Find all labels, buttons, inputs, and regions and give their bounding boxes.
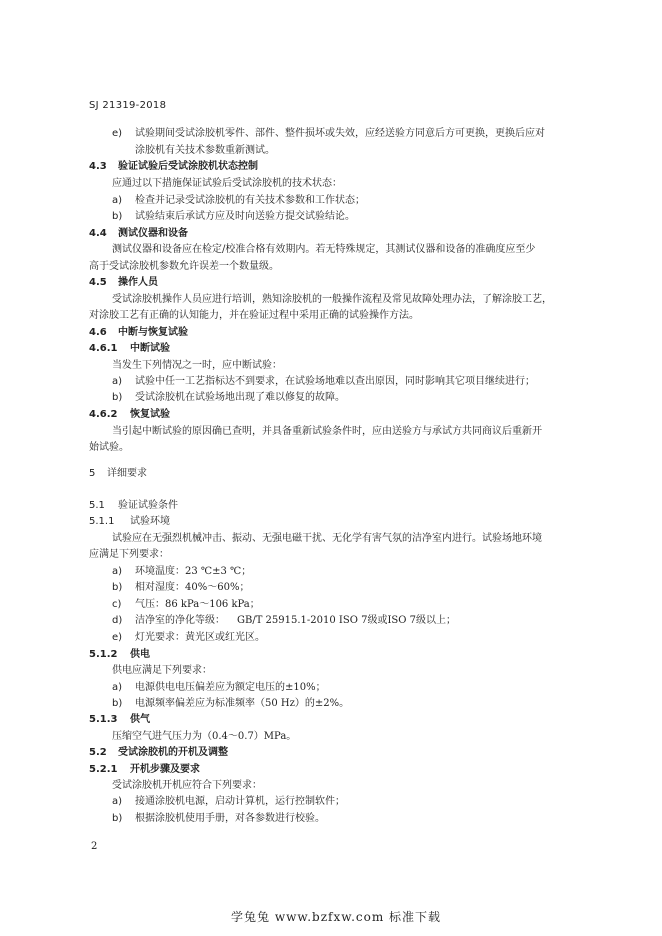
list-marker: b) <box>112 392 123 403</box>
list-item-text: 环境温度：23 ℃±3 ℃； <box>135 566 252 577</box>
list-marker: a) <box>112 566 123 577</box>
paragraph-line: 压缩空气进气压力为（0.4～0.7）MPa。 <box>112 731 297 742</box>
paragraph-line: 当引起中断试验的原因确已查明，并具备重新试验条件时，应由送验方与承试方共同商议后重新开 <box>112 426 542 437</box>
paragraph-line: 始试验。 <box>89 442 129 453</box>
chapter-title: 详细要求 <box>107 468 147 479</box>
paragraph-line: 对涂胶工艺有正确的认知能力，并在验证过程中采用正确的试验操作方法。 <box>89 310 419 321</box>
section-number: 5.2 <box>89 747 107 758</box>
section-title: 操作人员 <box>118 277 158 288</box>
subsection-title: 试验环境 <box>130 516 170 527</box>
list-item-text: 试验中任一工艺指标达不到要求，在试验场地难以查出原因，同时影响其它项目继续进行； <box>135 376 535 387</box>
subsection-title: 供电 <box>130 649 150 660</box>
list-item-text: 检查并记录受试涂胶机的有关技术参数和工作状态； <box>135 195 365 206</box>
list-item-text: 根据涂胶机使用手册，对各参数进行校验。 <box>135 813 325 824</box>
subsection-number: 5.1.3 <box>89 714 118 725</box>
paragraph-line: 受试涂胶机开机应符合下列要求： <box>112 780 262 791</box>
watermark-footer: 学兔兔 www.bzfxw.com 标准下载 <box>231 910 442 924</box>
list-marker: a) <box>112 195 123 206</box>
list-item-text: 灯光要求：黄光区或红光区。 <box>135 632 265 643</box>
list-item-text: 接通涂胶机电源，启动计算机，运行控制软件； <box>135 796 345 807</box>
list-marker: b) <box>112 698 123 709</box>
paragraph-line: 供电应满足下列要求： <box>112 665 212 676</box>
list-item-text: 洁净室的净化等级： <box>135 615 225 626</box>
list-marker: a) <box>112 796 123 807</box>
list-marker: b) <box>112 211 123 222</box>
subsection-number: 5.1.1 <box>89 516 115 527</box>
standard-number: SJ 21319-2018 <box>89 100 167 111</box>
section-title: 验证试验条件 <box>118 500 178 511</box>
paragraph-line: 涂胶机有关技术参数重新测试。 <box>135 145 275 156</box>
section-title: 测试仪器和设备 <box>118 228 188 239</box>
list-marker: a) <box>112 682 123 693</box>
list-item-text: 试验结束后承试方应及时向送验方提交试验结论。 <box>135 211 355 222</box>
section-number: 4.6 <box>89 327 107 338</box>
list-marker: d) <box>112 615 123 626</box>
list-item-text: 受试涂胶机在试验场地出现了难以修复的故障。 <box>135 392 345 403</box>
section-number: 4.5 <box>89 277 107 288</box>
subsection-title: 恢复试验 <box>130 409 170 420</box>
paragraph-line: 试验应在无强烈机械冲击、振动、无强电磁干扰、无化学有害气氛的洁净室内进行。试验场地环境 <box>112 533 542 544</box>
list-marker: e) <box>112 128 123 139</box>
section-title: 中断与恢复试验 <box>118 327 188 338</box>
list-item-text: 电源频率偏差应为标准频率（50 Hz）的±2%。 <box>135 698 350 709</box>
list-marker: b) <box>112 582 123 593</box>
list-item-text: 相对湿度：40%～60%； <box>135 582 250 593</box>
subsection-title: 供气 <box>130 714 150 725</box>
paragraph-line: 当发生下列情况之一时，应中断试验： <box>112 360 282 371</box>
paragraph-line: 受试涂胶机操作人员应进行培训，熟知涂胶机的一般操作流程及常见故障处理办法，了解涂胶工艺， <box>112 294 552 305</box>
list-marker: e) <box>112 632 123 643</box>
section-number: 5.1 <box>89 500 105 511</box>
paragraph-line: 测试仪器和设备应在检定/校准合格有效期内。若无特殊规定，其测试仪器和设备的准确度应至少 <box>112 244 536 255</box>
paragraph-line: 高于受试涂胶机参数允许误差一个数量级。 <box>89 261 279 272</box>
section-title: 受试涂胶机的开机及调整 <box>118 747 228 758</box>
section-number: 4.3 <box>89 161 107 172</box>
paragraph-line: 应通过以下措施保证试验后受试涂胶机的技术状态： <box>112 178 342 189</box>
paragraph-line: 应满足下列要求： <box>89 549 169 560</box>
list-item-text: 电源供电电压偏差应为额定电压的±10%； <box>135 682 326 693</box>
chapter-number: 5 <box>89 468 96 479</box>
page-number: 2 <box>91 841 98 852</box>
section-number: 4.4 <box>89 228 107 239</box>
list-marker: c) <box>112 599 122 610</box>
subsection-number: 4.6.1 <box>89 343 118 354</box>
section-title: 验证试验后受试涂胶机状态控制 <box>118 161 258 172</box>
list-item-text: 气压：86 kPa～106 kPa； <box>135 599 260 610</box>
subsection-title: 开机步骤及要求 <box>130 764 200 775</box>
list-marker: a) <box>112 376 123 387</box>
subsection-number: 4.6.2 <box>89 409 118 420</box>
subsection-number: 5.2.1 <box>89 764 118 775</box>
list-marker: b) <box>112 813 123 824</box>
subsection-title: 中断试验 <box>130 343 170 354</box>
subsection-number: 5.1.2 <box>89 649 118 660</box>
list-item-text: GB/T 25915.1-2010 ISO 7级或ISO 7级以上； <box>237 615 456 626</box>
paragraph-line: 试验期间受试涂胶机零件、部件、整件损坏或失效，应经送验方同意后方可更换，更换后应对 <box>135 128 545 139</box>
